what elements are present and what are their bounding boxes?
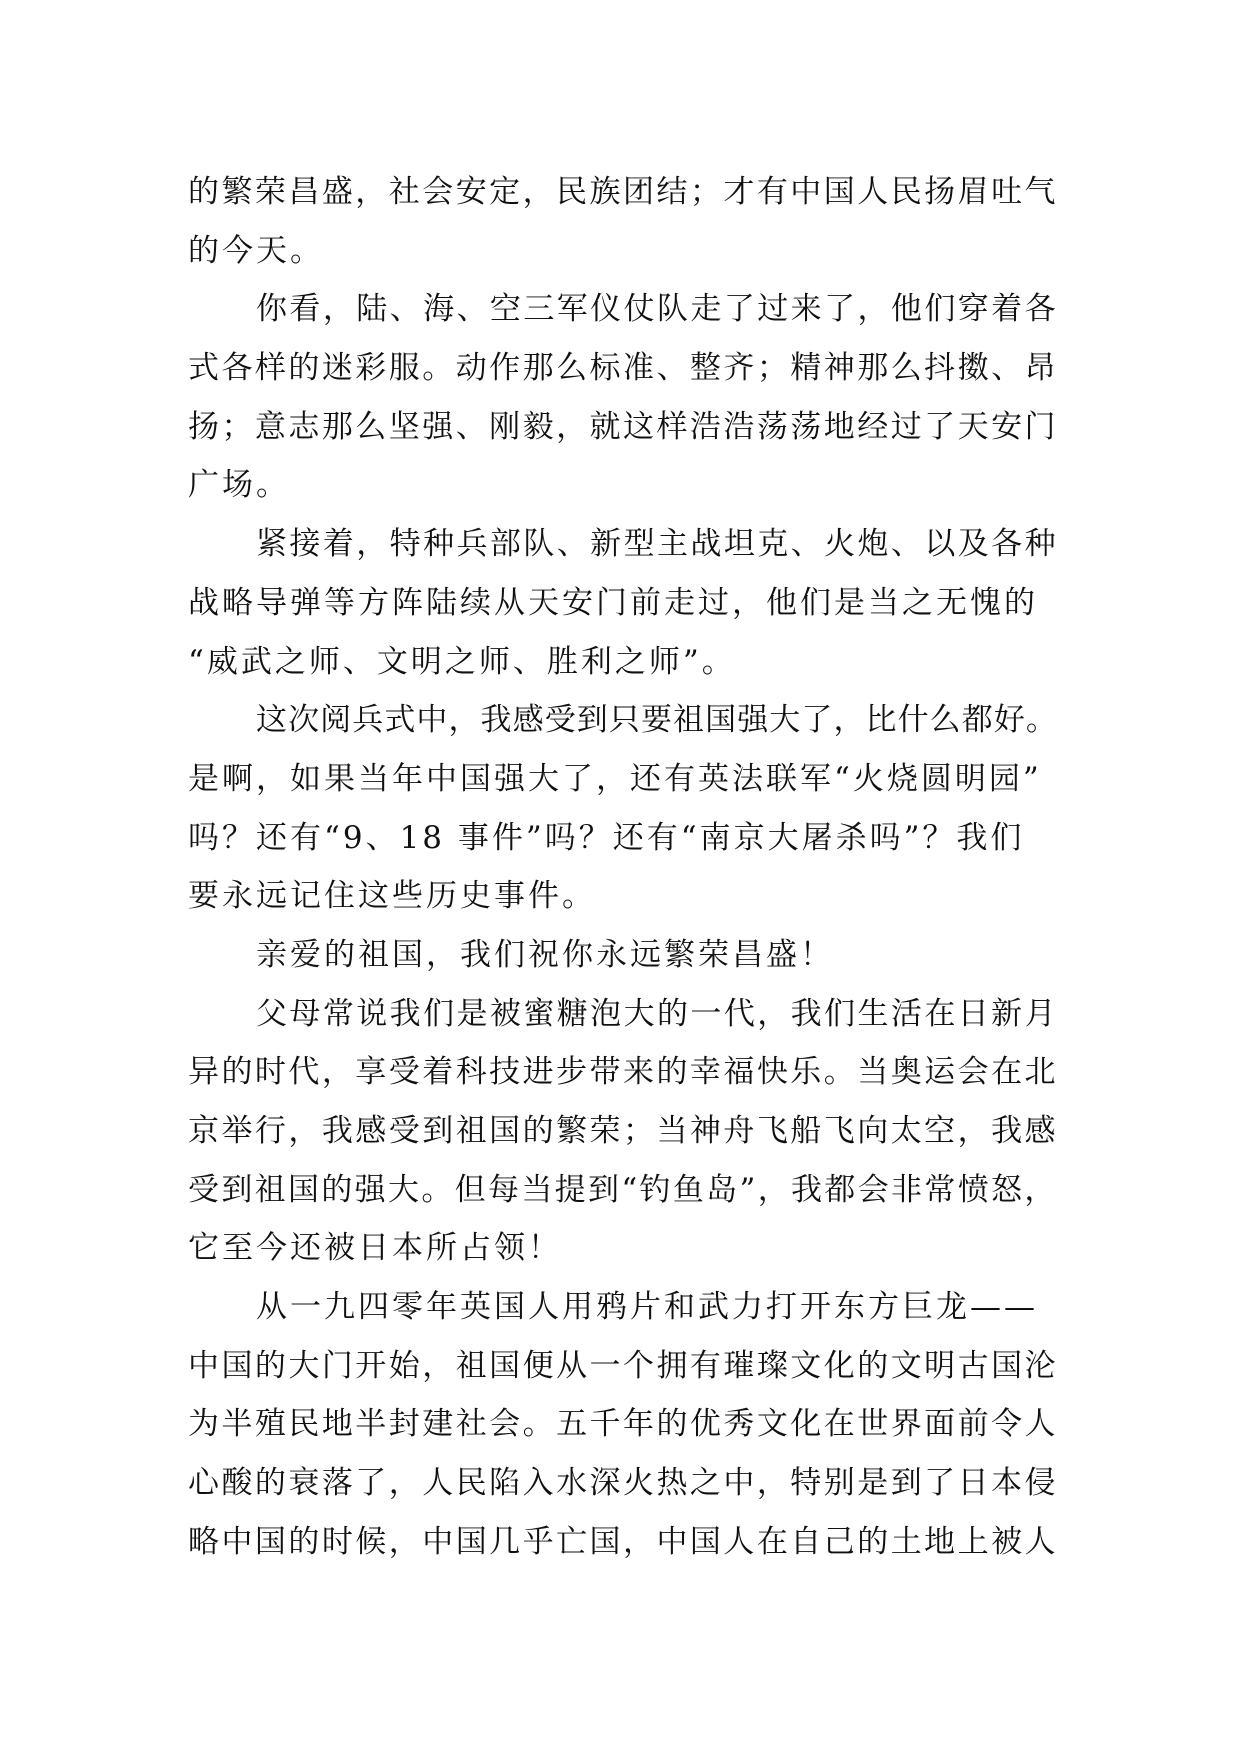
text-line: 受到祖国的强大。但每当提到“钓鱼岛”，我都会非常愤怒， xyxy=(188,1171,1058,1208)
paragraph-first-line: 紧接着，特种兵部队、新型主战坦克、火炮、以及各种 xyxy=(256,526,1058,563)
text-line: 中国的大门开始，祖国便从一个拥有璀璨文化的文明古国沦 xyxy=(188,1347,1058,1384)
paragraph-first-line: 父母常说我们是被蜜糖泡大的一代，我们生活在日新月 xyxy=(256,995,1058,1032)
text-line: 吗？还有“9、18 事件”吗？还有“南京大屠杀吗”？我们 xyxy=(188,819,1025,856)
text-line: 的今天。 xyxy=(188,232,324,269)
paragraph-first-line: 从一九四零年英国人用鸦片和武力打开东方巨龙—— xyxy=(256,1289,1038,1326)
text-line: 战略导弹等方阵陆续从天安门前走过，他们是当之无愧的 xyxy=(188,584,1038,621)
text-line: 是啊，如果当年中国强大了，还有英法联军“火烧圆明园” xyxy=(188,760,1042,797)
text-line: 京举行，我感受到祖国的繁荣；当神舟飞船飞向太空，我感 xyxy=(188,1113,1058,1149)
document-body xyxy=(188,163,1058,1572)
text-line: 心酸的衰落了，人民陷入水深火热之中，特别是到了日本侵 xyxy=(188,1465,1058,1502)
paragraph-first-line: 亲爱的祖国，我们祝你永远繁荣昌盛！ xyxy=(256,936,834,973)
text-line: 要永远记住这些历史事件。 xyxy=(188,878,596,915)
text-line: 扬；意志那么坚强、刚毅，就这样浩浩荡荡地经过了天安门 xyxy=(188,408,1058,445)
paragraph-first-line: 这次阅兵式中，我感受到只要祖国强大了，比什么都好。 xyxy=(256,702,1058,739)
text-line: 广场。 xyxy=(188,467,290,504)
text-line: “威武之师、文明之师、胜利之师”。 xyxy=(188,643,736,680)
text-line: 式各样的迷彩服。动作那么标准、整齐；精神那么抖擞、昂 xyxy=(188,350,1058,387)
text-line: 略中国的时候，中国几乎亡国，中国人在自己的土地上被人 xyxy=(188,1523,1058,1560)
text-line: 异的时代，享受着科技进步带来的幸福快乐。当奥运会在北 xyxy=(188,1054,1058,1091)
text-line: 的繁荣昌盛，社会安定，民族团结；才有中国人民扬眉吐气 xyxy=(188,174,1058,210)
text-line: 它至今还被日本所占领！ xyxy=(188,1230,562,1267)
paragraph-first-line: 你看，陆、海、空三军仪仗队走了过来了，他们穿着各 xyxy=(256,291,1058,328)
text-line: 为半殖民地半封建社会。五千年的优秀文化在世界面前令人 xyxy=(188,1406,1058,1443)
